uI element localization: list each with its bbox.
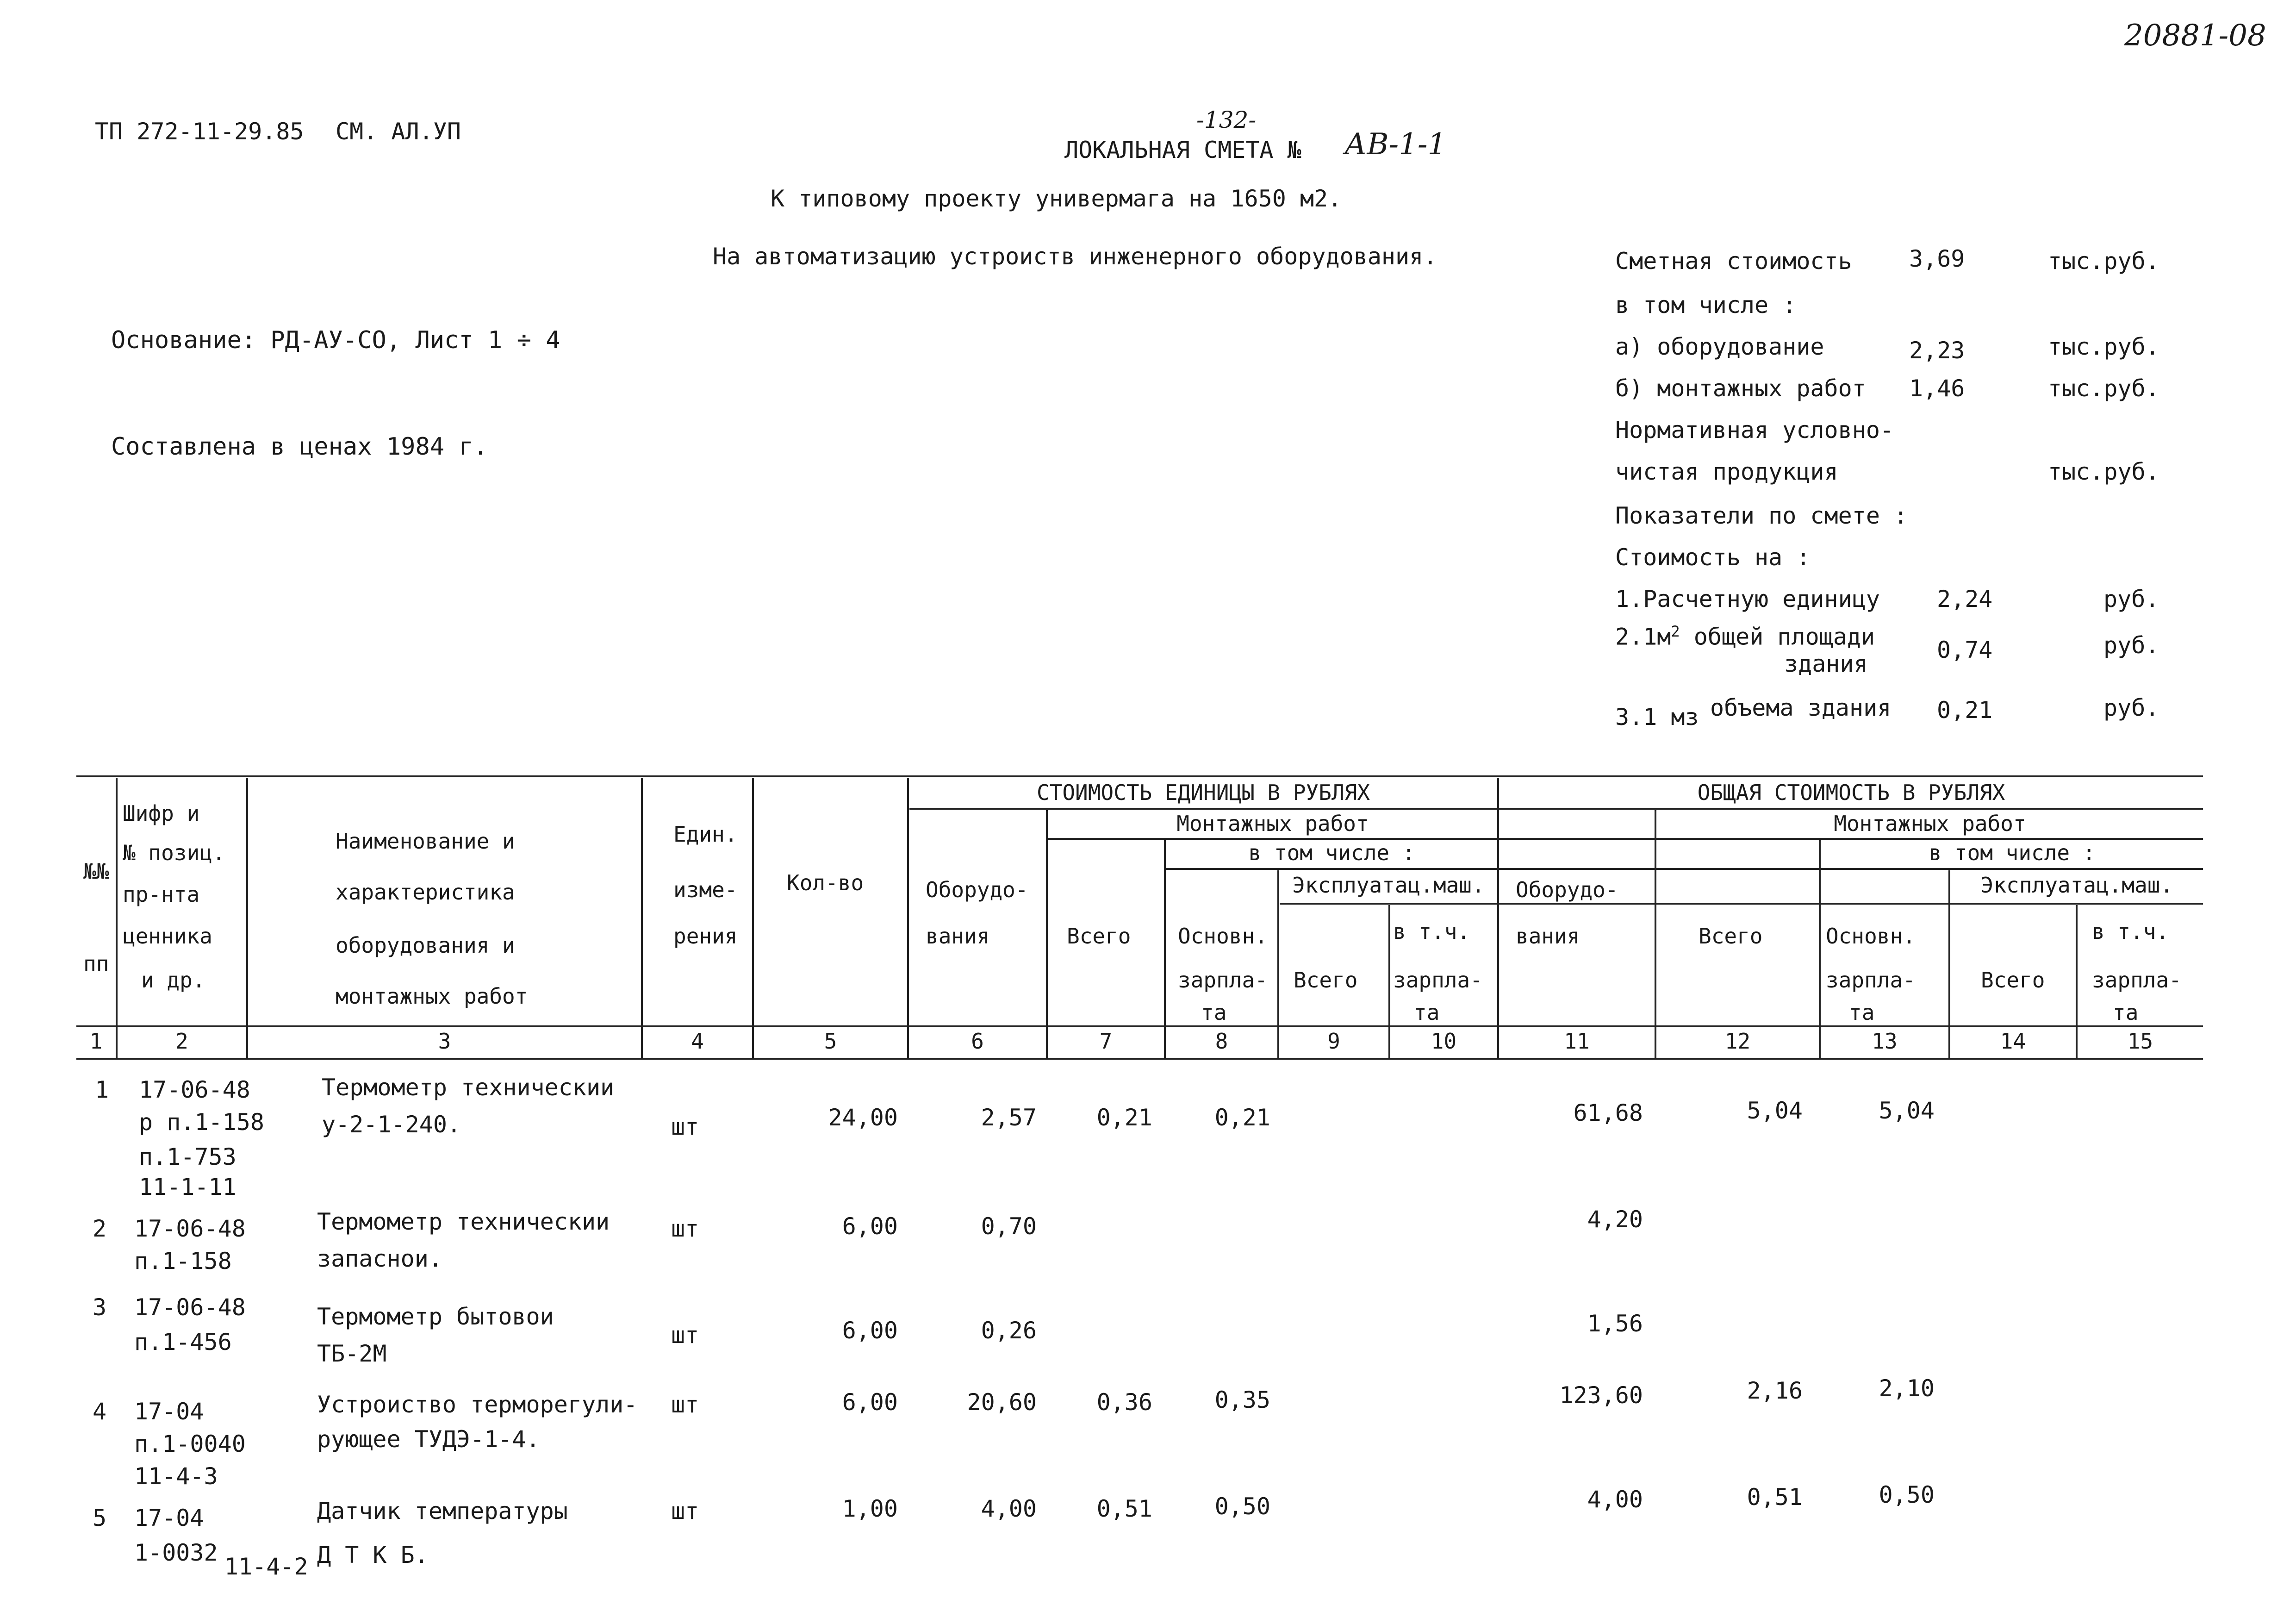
machines-header-rule [1280,903,2203,905]
row-unit: шт [671,1215,699,1242]
header-code-3: пр-нта [123,882,200,907]
row-number: 2 [93,1215,107,1242]
header-unit-1: Един. [673,822,738,847]
indicator-2-label-b: общей площади [1693,623,1875,650]
row-name-line: запаснои. [317,1245,442,1272]
row-wage-total: 5,04 [1879,1097,1935,1124]
indicators-label: Показатели по смете : [1615,502,1908,529]
row-install-total: 5,04 [1747,1097,1803,1124]
row-install-total: 2,16 [1747,1377,1803,1404]
normative-unit: тыс.руб. [2048,458,2159,485]
row-quantity: 24,00 [828,1104,898,1131]
header-equip-unit-1: Оборудо- [926,877,1028,902]
col-divider [1655,810,1656,1058]
indicator-1-label: 1.Расчетную единицу [1615,586,1880,612]
indicator-1-unit: руб. [2103,586,2159,612]
indicator-1-value: 2,24 [1937,586,1993,612]
header-incl-wage-unit-3: та [1414,1000,1440,1025]
row-code-line: п.1-158 [134,1248,232,1274]
header-code-2: № позиц. [123,840,225,865]
col-divider [752,778,754,1058]
header-name-2: характеристика [336,880,515,905]
header-incl-wage-total-3: та [2113,1000,2139,1025]
header-install-unit: Монтажных работ [1176,811,1369,836]
header-incl-unit: в том числе : [1248,840,1415,865]
page-number: -132- [1196,106,1257,133]
col-divider [1819,840,1821,1058]
header-install-total: Монтажных работ [1834,811,2026,836]
including-label: в том числе : [1615,292,1797,319]
row-unit: шт [671,1113,699,1140]
row-wage-unit-cost: 0,35 [1214,1387,1270,1413]
row-equipment-total: 61,68 [1573,1099,1643,1126]
header-basic-unit-2: зарпла- [1178,968,1268,993]
header-total-total: Всего [1699,924,1763,949]
row-code-line: 17-06-48 [139,1076,250,1103]
row-number: 1 [95,1076,109,1103]
row-unit: шт [671,1391,699,1418]
document-number: АВ-1-1 [1344,127,1447,162]
row-code-line: 17-06-48 [134,1215,246,1242]
col-divider [1164,840,1166,1058]
header-unit-cost: СТОИМОСТЬ ЕДИНИЦЫ В РУБЛЯХ [1036,780,1370,805]
row-install-unit-cost: 0,51 [1096,1495,1152,1522]
document-title: ЛОКАЛЬНАЯ СМЕТА № [1064,137,1301,163]
column-number: 11 [1564,1029,1590,1054]
see-album: СМ. АЛ.УП [336,118,461,145]
row-name-line: у-2-1-240. [322,1111,461,1138]
archive-number: 20881-08 [2124,19,2266,53]
row-code-line: 11-1-11 [139,1174,236,1200]
header-code-5: и др. [141,968,205,993]
header-unit-2: изме- [673,877,738,902]
row-install-unit-cost: 0,21 [1096,1104,1152,1131]
row-wage-total: 0,50 [1879,1481,1935,1508]
row-wage-total: 2,10 [1879,1375,1935,1402]
row-number: 3 [93,1294,107,1321]
row-name-line: Термометр техническии [317,1208,610,1235]
installation-unit: тыс.руб. [2048,375,2159,402]
cost-per-label: Стоимость на : [1615,544,1811,571]
header-bottom-rule [76,1025,2203,1027]
column-number: 2 [175,1029,188,1054]
header-incl-wage-unit-2: зарпла- [1393,968,1483,993]
header-unit-3: рения [673,924,738,949]
row-equipment-total: 4,00 [1587,1486,1643,1513]
indicator-2-unit: руб. [2103,632,2159,659]
row-name-line: Д Т К Б. [317,1542,429,1568]
row-equipment-unit-cost: 4,00 [981,1495,1037,1522]
column-number: 3 [438,1029,451,1054]
column-number: 4 [691,1029,704,1054]
installation-label: б) монтажных работ [1615,375,1866,402]
row-install-total: 0,51 [1747,1484,1803,1511]
project-code: ТП 272-11-29.85 [95,118,304,145]
row-equipment-unit-cost: 20,60 [967,1389,1037,1416]
equipment-label: а) оборудование [1615,333,1824,360]
indicator-3-label-a: 3.1 мз [1615,704,1699,731]
row-equipment-total: 123,60 [1559,1382,1643,1409]
row-code-line: 17-06-48 [134,1294,246,1321]
header-basic-unit-3: та [1201,1000,1227,1025]
column-number: 15 [2127,1029,2153,1054]
row-equipment-total: 1,56 [1587,1310,1643,1337]
equipment-value: 2,23 [1909,337,1965,364]
row-name-line: ТБ-2М [317,1340,387,1367]
subtitle: К типовому проекту универмага на 1650 м2. [771,185,1342,212]
row-equipment-total: 4,20 [1587,1206,1643,1233]
row-equipment-unit-cost: 2,57 [981,1104,1037,1131]
row-name-line: Термометр техническии [322,1074,615,1101]
header-num-a: №№ [83,859,109,884]
column-number: 10 [1431,1029,1457,1054]
incl-header-rule [1166,868,2203,870]
header-basic-total-3: та [1849,1000,1875,1025]
equipment-unit: тыс.руб. [2048,333,2159,360]
header-machines-unit: Эксплуатац.маш. [1292,873,1485,898]
column-number: 7 [1099,1029,1113,1054]
row-code-line: п.1-456 [134,1329,232,1355]
column-number: 5 [824,1029,837,1054]
row-unit: шт [671,1498,699,1524]
indicator-2-label [1615,623,1875,650]
header-incl-wage-unit-1: в т.ч. [1393,919,1470,944]
column-number: 1 [89,1029,103,1054]
indicator-3-label-b: объема здания [1710,694,1892,721]
header-incl-total: в том числе : [1929,840,2096,865]
col-divider [641,778,643,1058]
header-total-cost: ОБЩАЯ СТОИМОСТЬ В РУБЛЯХ [1697,780,2005,805]
installation-value: 1,46 [1909,375,1965,402]
col-divider [116,778,118,1058]
row-name-line: Датчик температуры [317,1498,568,1524]
header-incl-wage-total-1: в т.ч. [2092,919,2169,944]
indicator-2-superscript: 2 [1671,623,1680,640]
basis: Основание: РД-АУ-СО, Лист 1 ÷ 4 [111,326,560,354]
column-number: 8 [1215,1029,1228,1054]
header-equip-total-2: вания [1516,924,1580,949]
row-code-line: 11-4-2 [224,1553,308,1580]
header-basic-total-1: Основн. [1826,924,1916,949]
row-number: 5 [93,1505,107,1531]
purpose: На автоматизацию устроиств инженерного оборудования. [713,243,1437,270]
col-divider [907,778,909,1058]
col-divider [1497,778,1499,1058]
row-equipment-unit-cost: 0,70 [981,1213,1037,1240]
row-equipment-unit-cost: 0,26 [981,1317,1037,1344]
column-number: 12 [1724,1029,1751,1054]
header-equip-unit-2: вания [926,924,990,949]
cost-label: Сметная стоимость [1615,248,1852,275]
header-equip-total-1: Оборудо- [1516,877,1618,902]
row-number: 4 [93,1398,107,1425]
indicator-2-label-a: 2.1м [1615,623,1671,650]
cost-value: 3,69 [1909,245,1965,272]
row-code-line: р п.1-158 [139,1109,264,1136]
row-code-line: 11-4-3 [134,1463,218,1490]
header-machines-total: Эксплуатац.маш. [1980,873,2173,898]
row-name-line: Термометр бытовои [317,1303,554,1330]
header-name-3: оборудования и [336,933,515,958]
row-quantity: 6,00 [842,1213,898,1240]
row-quantity: 6,00 [842,1389,898,1416]
group-header-rule [909,808,2203,810]
header-incl-wage-total-2: зарпла- [2092,968,2182,993]
col-divider [1046,810,1048,1058]
col-divider [246,778,248,1058]
normative-line1: Нормативная условно- [1615,417,1894,443]
header-machines-total-unit: Всего [1294,968,1358,993]
normative-line2: чистая продукция [1615,458,1838,485]
header-code-1: Шифр и [123,801,200,826]
column-number: 9 [1327,1029,1340,1054]
indicator-2-label-c: здания [1784,650,1868,677]
header-num-b: пп [83,951,109,976]
row-code-line: 1-0032 [134,1539,218,1566]
column-numbers-rule [76,1058,2203,1060]
row-unit: шт [671,1322,699,1349]
row-code-line: п.1-753 [139,1143,236,1170]
table-top-rule [76,775,2203,777]
row-code-line: 17-04 [134,1505,204,1531]
row-name-line: рующее ТУДЭ-1-4. [317,1426,540,1453]
header-total-unit: Всего [1067,924,1131,949]
column-number: 6 [971,1029,984,1054]
row-wage-unit-cost: 0,21 [1214,1104,1270,1131]
row-install-unit-cost: 0,36 [1096,1389,1152,1416]
header-name-1: Наименование и [336,829,515,854]
indicator-2-value: 0,74 [1937,637,1993,663]
cost-unit: тыс.руб. [2048,248,2159,275]
indicator-3-unit: руб. [2103,694,2159,721]
column-number: 13 [1872,1029,1898,1054]
prices: Составлена в ценах 1984 г. [111,433,488,461]
row-quantity: 6,00 [842,1317,898,1344]
header-quantity: Кол-во [787,870,864,895]
row-name-line: Устроиство терморегули- [317,1391,638,1418]
header-basic-total-2: зарпла- [1826,968,1916,993]
row-code-line: 17-04 [134,1398,204,1425]
header-name-4: монтажных работ [336,984,528,1009]
header-basic-unit-1: Основн. [1178,924,1268,949]
row-quantity: 1,00 [842,1495,898,1522]
row-wage-unit-cost: 0,50 [1214,1493,1270,1520]
install-header-rule [1048,838,2203,840]
header-code-4: ценника [123,924,212,949]
column-number: 14 [2000,1029,2026,1054]
indicator-3-value: 0,21 [1937,697,1993,724]
header-machines-total-total: Всего [1981,968,2045,993]
row-code-line: п.1-0040 [134,1430,246,1457]
